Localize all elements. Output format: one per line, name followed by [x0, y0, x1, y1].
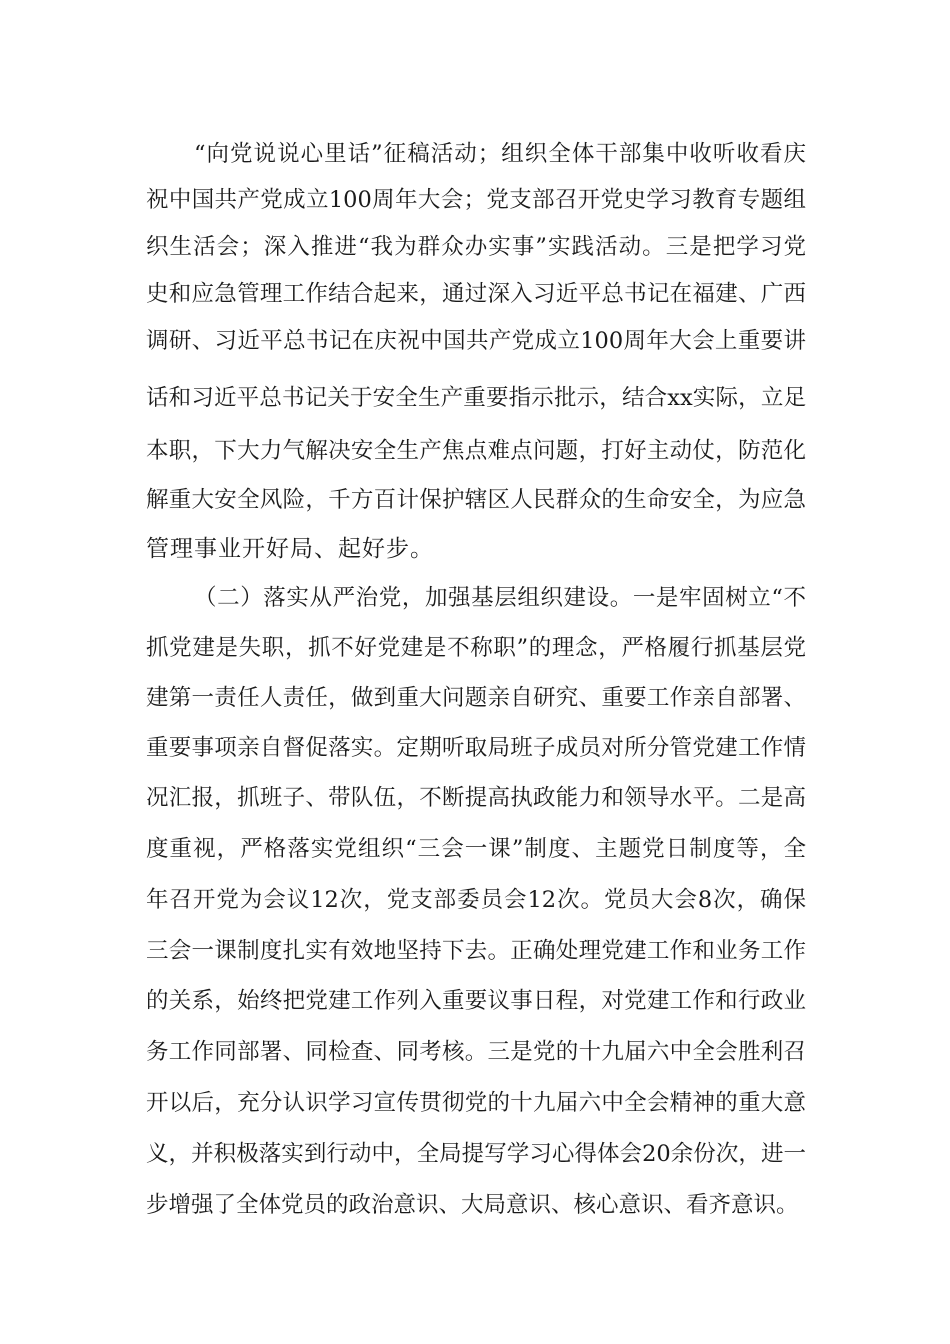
paragraph-line: 建第一责任人责任，做到重大问题亲自研究、重要工作亲自部署、 — [146, 685, 806, 711]
paragraph-line: 步增强了全体党员的政治意识、大局意识、核心意识、看齐意识。 — [146, 1192, 799, 1218]
paragraph-line: 调研、习近平总书记在庆祝中国共产党成立100周年大会上重要讲 — [146, 328, 806, 354]
paragraph-line: 三会一课制度扎实有效地坚持下去。正确处理党建工作和业务工作 — [146, 938, 806, 964]
paragraph-line: 织生活会；深入推进“我为群众办实事”实践活动。三是把学习党 — [146, 234, 806, 260]
paragraph-line: 话和习近平总书记关于安全生产重要指示批示，结合xx实际，立足 — [146, 385, 806, 411]
paragraph-line: 祝中国共产党成立100周年大会；党支部召开党史学习教育专题组 — [146, 187, 806, 213]
paragraph-line: （二）落实从严治党，加强基层组织建设。一是牢固树立“不 — [194, 585, 806, 611]
paragraph-line: 度重视，严格落实党组织“三会一课”制度、主题党日制度等，全 — [146, 836, 806, 862]
paragraph-line: 开以后，充分认识学习宣传贯彻党的十九届六中全会精神的重大意 — [146, 1090, 806, 1116]
paragraph-line: 重要事项亲自督促落实。定期听取局班子成员对所分管党建工作情 — [146, 735, 806, 761]
paragraph-line: 史和应急管理工作结合起来，通过深入习近平总书记在福建、广西 — [146, 281, 806, 307]
paragraph-line: 本职，下大力气解决安全生产焦点难点问题，打好主动仗，防范化 — [146, 438, 806, 464]
paragraph-line: 管理事业开好局、起好步。 — [146, 536, 434, 562]
paragraph-line: 义，并积极落实到行动中，全局提写学习心得体会20余份次，进一 — [146, 1141, 806, 1167]
paragraph-line: 年召开党为会议12次，党支部委员会12次。党员大会8次，确保 — [146, 887, 806, 913]
paragraph-line: 务工作同部署、同检查、同考核。三是党的十九届六中全会胜利召 — [146, 1039, 806, 1065]
paragraph-line: “向党说说心里话”征稿活动；组织全体干部集中收听收看庆 — [194, 141, 806, 167]
paragraph-line: 解重大安全风险，千方百计保护辖区人民群众的生命安全，为应急 — [146, 487, 806, 513]
paragraph-line: 抓党建是失职，抓不好党建是不称职”的理念，严格履行抓基层党 — [146, 635, 806, 661]
paragraph-line: 况汇报，抓班子、带队伍，不断提高执政能力和领导水平。二是高 — [146, 785, 806, 811]
paragraph-line: 的关系，始终把党建工作列入重要议事日程，对党建工作和行政业 — [146, 988, 806, 1014]
